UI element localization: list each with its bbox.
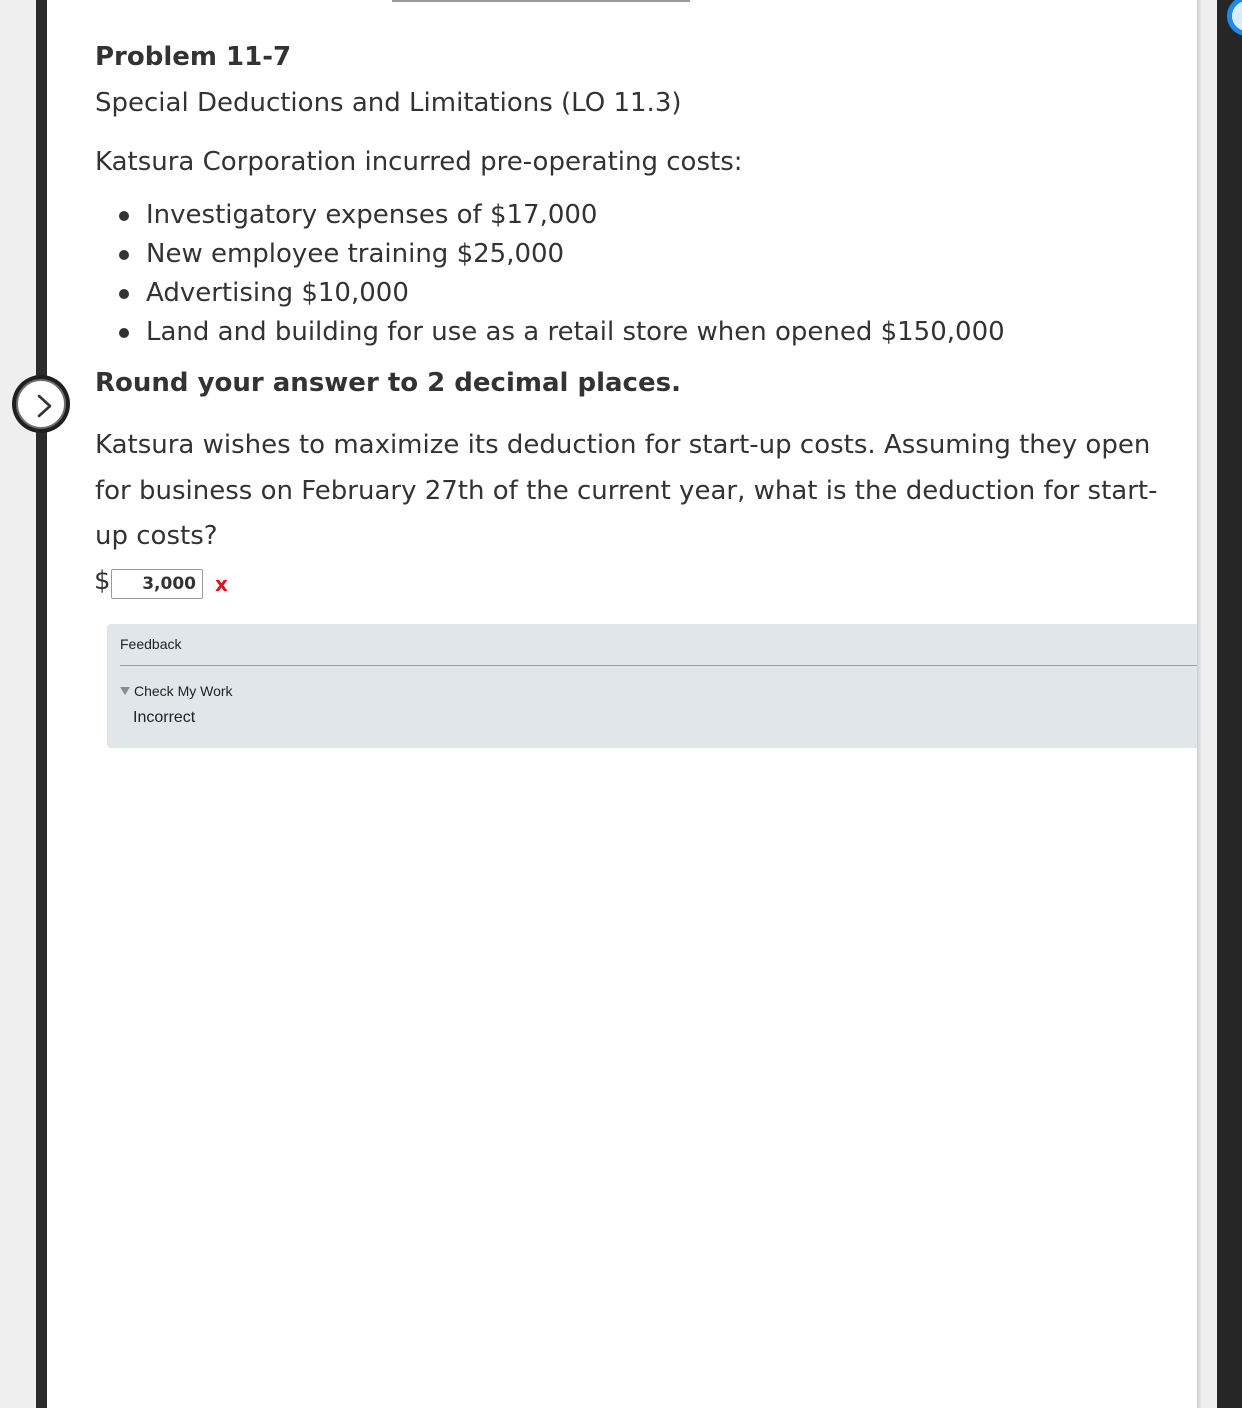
problem-title: Problem 11-7 bbox=[95, 42, 292, 72]
next-button[interactable] bbox=[12, 375, 70, 433]
answer-input[interactable] bbox=[111, 569, 203, 599]
incorrect-icon: x bbox=[215, 572, 228, 596]
right-border bbox=[1217, 0, 1242, 1408]
bullet-icon bbox=[119, 289, 129, 299]
feedback-divider bbox=[120, 665, 1197, 666]
left-gutter bbox=[0, 0, 36, 1408]
question-text: Katsura wishes to maximize its deduction for start-up costs. Assuming they open for business on February 27th of the current year, what is the deduction for start-up costs? bbox=[95, 430, 1158, 551]
currency-symbol: $ bbox=[94, 566, 111, 596]
left-border bbox=[36, 0, 47, 1408]
list-item: Land and building for use as a retail store when opened $150,000 bbox=[116, 313, 1005, 352]
list-item: Advertising $10,000 bbox=[116, 274, 1005, 313]
bullet-icon bbox=[119, 328, 129, 338]
list-item: Investigatory expenses of $17,000 bbox=[116, 196, 1005, 235]
bullet-icon bbox=[119, 211, 129, 221]
feedback-result: Incorrect bbox=[133, 709, 196, 726]
cost-list bbox=[116, 196, 1005, 352]
top-divider bbox=[392, 0, 690, 2]
feedback-panel bbox=[107, 624, 1197, 748]
rounding-instruction: Round your answer to 2 decimal places. bbox=[95, 368, 681, 398]
problem-subtitle: Special Deductions and Limitations (LO 11.3) bbox=[95, 88, 682, 118]
check-my-work-toggle[interactable]: Check My Work bbox=[120, 683, 233, 699]
bullet-icon bbox=[119, 250, 129, 260]
feedback-title: Feedback bbox=[120, 636, 182, 652]
problem-intro: Katsura Corporation incurred pre-operating costs: bbox=[95, 147, 743, 177]
triangle-down-icon bbox=[120, 687, 130, 695]
right-scroll-track[interactable] bbox=[1201, 0, 1217, 1408]
list-item: New employee training $25,000 bbox=[116, 235, 1005, 274]
chevron-right-icon bbox=[30, 392, 58, 420]
